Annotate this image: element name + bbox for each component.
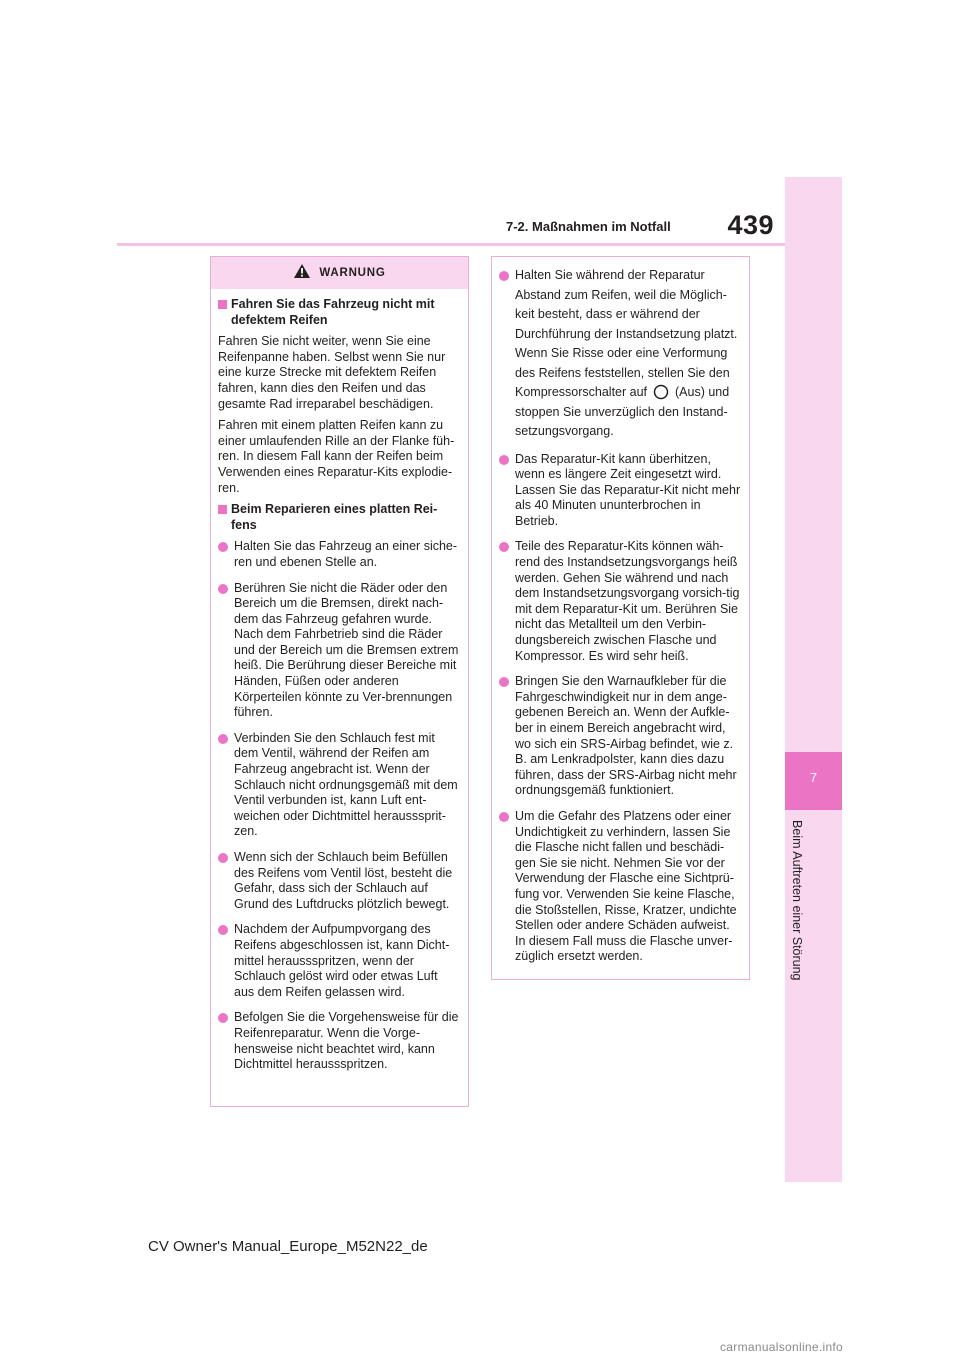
bullet-dot-icon (499, 542, 509, 552)
bullet-dot-icon (499, 677, 509, 687)
page-number: 439 (727, 210, 774, 240)
list-item (218, 922, 461, 1000)
square-bullet-icon (218, 505, 227, 514)
warning-box-right (491, 256, 750, 980)
list-item (499, 674, 742, 799)
compressor-off-icon (653, 384, 669, 400)
chapter-side-tab (785, 177, 842, 1182)
list-item-text: Um die Gefahr des Platzens oder einer Undichtigkeit zu verhindern, lassen Sie die Flasche nicht fallen und beschädi-gen Sie sie nicht. Nehmen Sie vor der Verwendung der Flasche eine Sichtprü-fung vor. Verwenden Sie keine Flasche, die Stoßstellen, Risse, Kratzer, undichte Stellen oder andere Schäden aufweist. In diesem Fall muss die Flasche unver-züglich ersetzt werden. (515, 808, 737, 964)
watermark: carmanualsonline.info (720, 1340, 844, 1354)
header-rule (117, 243, 785, 246)
bullet-dot-icon (218, 925, 228, 935)
list-item-text: Bringen Sie den Warnaufkleber für die Fahrgeschwindigkeit nur in dem ange-gebenen Bereich an. Wenn der Aufkle-ber in einem Bereich angebracht wird, wo sich ein SRS-Airbag befindet, wie z. B. am Lenkradpolster, kann dies dazu führen, dass der SRS-Airbag nicht mehr ordnungsgemäß funktioniert. (515, 674, 737, 798)
list-item (499, 452, 742, 530)
list-item-text: Halten Sie das Fahrzeug an einer siche-ren und ebenen Stelle an. (234, 539, 458, 569)
list-item-text (515, 266, 742, 442)
warning-header (211, 257, 468, 289)
list-item-text: Das Reparatur-Kit kann überhitzen, wenn es längere Zeit eingesetzt wird. Lassen Sie das Reparatur-Kit nicht mehr als 40 Minuten ununterbrochen in Betrieb. (515, 451, 741, 528)
footer-doc-id: CV Owner's Manual_Europe_M52N22_de (148, 1238, 428, 1255)
section-title: 7-2. Maßnahmen im Notfall (506, 219, 671, 234)
bullet-dot-icon (499, 271, 509, 281)
warning-triangle-icon (293, 263, 311, 284)
bullet-dot-icon (218, 734, 228, 744)
warning-box-left (210, 256, 469, 1107)
warning-content (211, 289, 468, 1073)
list-item (218, 731, 461, 840)
list-item-text-part: (Aus) und stoppen Sie unverzüglich den Instand-setzungsvorgang. (515, 385, 730, 438)
list-item-text-part: Halten Sie während der Reparatur Abstand zum Reifen, weil die Möglich-keit besteht, dass er während der Durchführung der Instandsetzung platzt. Wenn Sie Risse oder eine Verformung des Reifens feststellen, stellen Sie den Kompressorschalter auf (515, 268, 738, 399)
warning-paragraph: Fahren Sie nicht weiter, wenn Sie eine Reifenpanne haben. Selbst wenn Sie nur eine kurze Strecke mit defektem Reifen fahren, kann dies den Reifen und das gesamte Rad irreparabel beschädigen. (218, 334, 446, 411)
warning-content (492, 257, 749, 965)
warning-paragraph: Fahren mit einem platten Reifen kann zu einer umlaufenden Rille an der Flanke füh-ren. In diesem Fall kann der Reifen beim Verwenden eines Reparatur-Kits explodie-ren. (218, 418, 455, 495)
list-item-text: Nachdem der Aufpumpvorgang des Reifens abgeschlossen ist, kann Dicht-mittel heraussspritzen, wenn der Schlauch gelöst wird oder etwas Luft aus dem Reifen gelassen wird. (234, 922, 450, 999)
bullet-dot-icon (218, 853, 228, 863)
chapter-number: 7 (809, 770, 818, 785)
bullet-dot-icon (499, 812, 509, 822)
list-item-text: Teile des Reparatur-Kits können wäh-rend des Instandsetzungsvorgangs heiß werden. Gehen Sie während und nach dem Instandsetzungsvorgang vorsich-tig mit dem Reparatur-Kit um. Berühren Sie nicht das Metallteil um den Verbin-dungsbereich zwischen Flasche und Kompressor. Es wird sehr heiß. (515, 539, 740, 663)
bullet-dot-icon (218, 584, 228, 594)
list-item (499, 266, 742, 442)
square-bullet-icon (218, 300, 227, 309)
chapter-label: Beim Auftreten einer Störung (790, 820, 804, 981)
warning-heading (218, 502, 461, 533)
list-item (499, 539, 742, 664)
bullet-dot-icon (218, 1013, 228, 1023)
list-item-text: Berühren Sie nicht die Räder oder den Bereich um die Bremsen, direkt nach-dem das Fahrzeug gefahren wurde. Nach dem Fahrbetrieb sind die Räder und der Bereich um die Bremsen extrem heiß. Die Berührung dieser Bereiche mit Händen, Füßen oder anderen Körperteilen könnte zu Ver-brennungen führen. (234, 580, 459, 720)
list-item-text: Befolgen Sie die Vorgehensweise für die Reifenreparatur. Wenn die Vorge-hensweise nicht beachtet wird, kann Dichtmittel heraussspritzen. (234, 1010, 459, 1072)
warning-heading-text: Fahren Sie das Fahrzeug nicht mit defektem Reifen (231, 297, 435, 327)
warning-heading-text: Beim Reparieren eines platten Rei-fens (231, 502, 438, 532)
list-item (499, 809, 742, 965)
list-item-text: Wenn sich der Schlauch beim Befüllen des Reifens vom Ventil löst, besteht die Gefahr, dass sich der Schlauch auf Grund des Luftdrucks plötzlich bewegt. (234, 850, 453, 911)
list-item (218, 1010, 461, 1072)
warning-title: WARNUNG (319, 267, 386, 279)
bullet-dot-icon (218, 542, 228, 552)
list-item (218, 539, 461, 570)
bullet-dot-icon (499, 455, 509, 465)
list-item (218, 850, 461, 912)
list-item-text: Verbinden Sie den Schlauch fest mit dem Ventil, während der Reifen am Fahrzeug angebracht ist. Wenn der Schlauch nicht ordnungsgemäß mit dem Ventil verbunden ist, kann Luft ent-weichen oder Dichtmittel herausssprit-zen. (234, 730, 458, 839)
warning-heading (218, 297, 461, 328)
list-item (218, 581, 461, 721)
